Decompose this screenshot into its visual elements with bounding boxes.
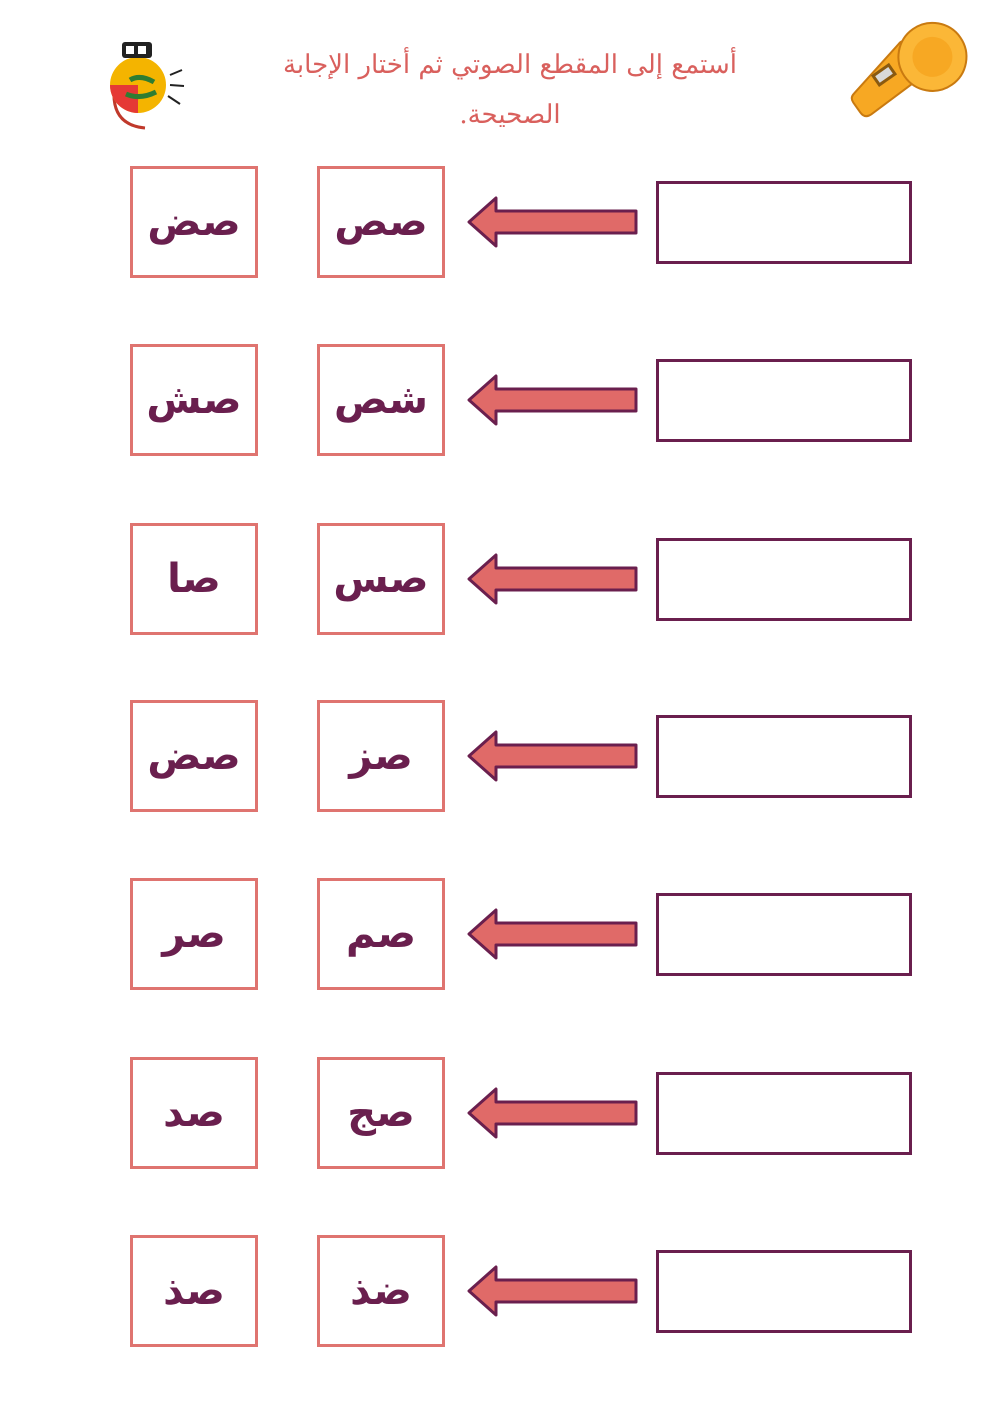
- choice-option-right[interactable]: [317, 1235, 445, 1347]
- question-row: [0, 1057, 1000, 1173]
- choice-option-label: ضذ: [350, 1268, 412, 1314]
- choice-option-label: صج: [347, 1090, 415, 1136]
- arrow-left-icon: [466, 551, 640, 607]
- instruction-title: أستمع إلى المقطع الصوتي ثم أختار الإجابة الصحيحة.: [282, 50, 738, 130]
- arrow-left-icon: [466, 728, 640, 784]
- choice-option-right[interactable]: [317, 700, 445, 812]
- arrow-left-icon: [466, 906, 640, 962]
- school-logo-icon: [100, 30, 190, 130]
- choice-option-left[interactable]: [130, 166, 258, 278]
- arrow-left-icon: [466, 194, 640, 250]
- choice-option-label: صم: [345, 911, 417, 957]
- choice-option-label: صس: [333, 556, 429, 602]
- choice-option-right[interactable]: [317, 1057, 445, 1169]
- choice-option-right[interactable]: [317, 166, 445, 278]
- choice-option-left[interactable]: [130, 344, 258, 456]
- answer-input-box[interactable]: [656, 1072, 912, 1155]
- choice-option-left[interactable]: [130, 700, 258, 812]
- arrow-left-icon: [466, 1263, 640, 1319]
- choice-option-left[interactable]: [130, 1057, 258, 1169]
- choice-option-label: صض: [147, 199, 241, 245]
- choice-option-label: شص: [334, 377, 428, 423]
- arrow-left-icon: [466, 372, 640, 428]
- choice-option-left[interactable]: [130, 1235, 258, 1347]
- question-row: [0, 1235, 1000, 1351]
- answer-input-box[interactable]: [656, 715, 912, 798]
- question-row: [0, 166, 1000, 282]
- choice-option-label: صض: [147, 733, 241, 779]
- choice-option-right[interactable]: [317, 344, 445, 456]
- choice-option-right[interactable]: [317, 523, 445, 635]
- answer-input-box[interactable]: [656, 1250, 912, 1333]
- answer-input-box[interactable]: [656, 359, 912, 442]
- choice-option-left[interactable]: [130, 878, 258, 990]
- choice-option-label: صد: [163, 1090, 225, 1136]
- arrow-left-icon: [466, 1085, 640, 1141]
- choice-option-label: صا: [167, 556, 221, 602]
- answer-input-box[interactable]: [656, 538, 912, 621]
- question-row: [0, 878, 1000, 994]
- answer-input-box[interactable]: [656, 893, 912, 976]
- choice-option-label: صذ: [163, 1268, 225, 1314]
- choice-option-label: صر: [162, 911, 226, 957]
- answer-input-box[interactable]: [656, 181, 912, 264]
- choice-option-label: صز: [349, 733, 413, 779]
- choice-option-label: صص: [334, 199, 428, 245]
- whistle-icon: [830, 5, 980, 135]
- question-row: [0, 523, 1000, 639]
- choice-option-right[interactable]: [317, 878, 445, 990]
- question-row: [0, 700, 1000, 816]
- question-row: [0, 344, 1000, 460]
- choice-option-left[interactable]: [130, 523, 258, 635]
- choice-option-label: صش: [146, 377, 242, 423]
